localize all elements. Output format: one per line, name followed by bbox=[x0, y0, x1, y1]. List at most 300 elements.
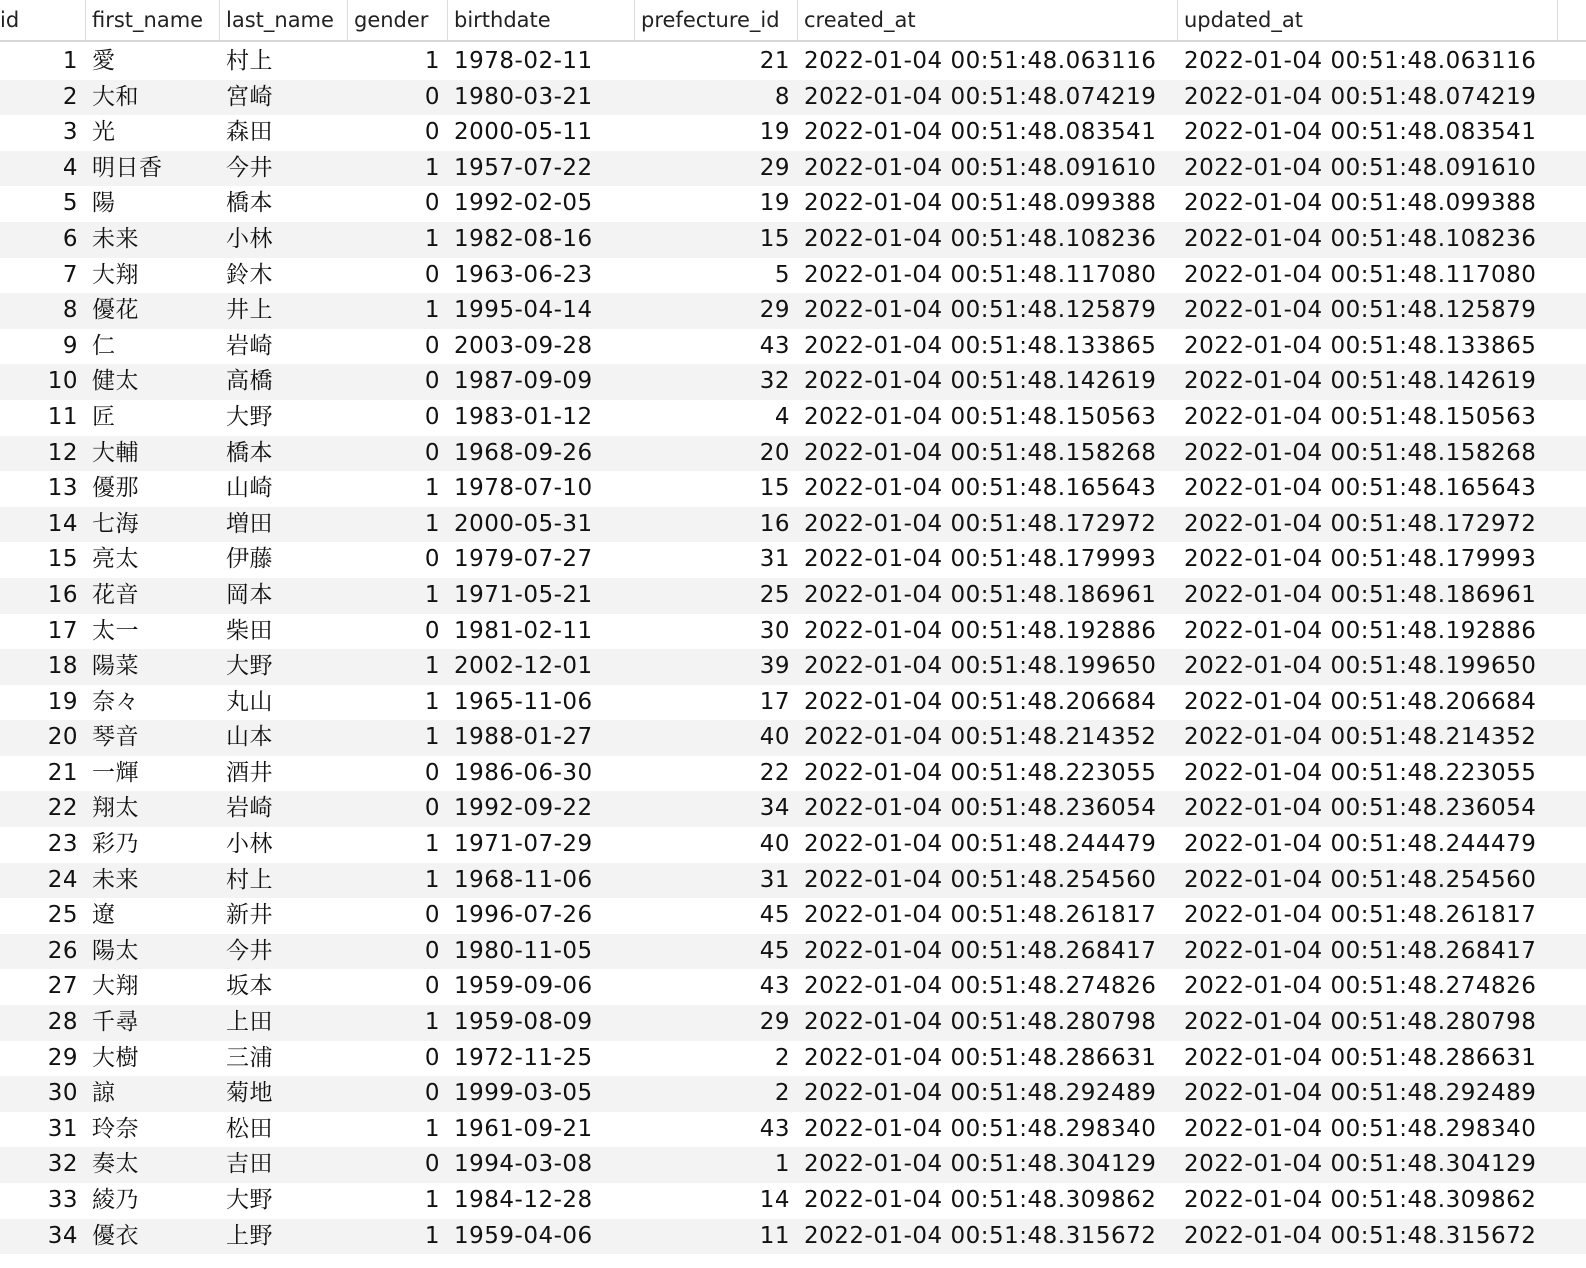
cell-id[interactable]: 17 bbox=[47, 617, 78, 644]
cell-id[interactable]: 20 bbox=[47, 724, 78, 751]
cell-id[interactable]: 30 bbox=[47, 1080, 78, 1107]
cell-id[interactable]: 14 bbox=[47, 510, 78, 537]
cell-updated-at[interactable]: 2022-01-04 00:51:48.083541 bbox=[1184, 119, 1537, 146]
cell-gender[interactable]: 0 bbox=[424, 261, 440, 288]
table-row[interactable] bbox=[0, 685, 1586, 721]
cell-created-at[interactable]: 2022-01-04 00:51:48.254560 bbox=[804, 866, 1157, 893]
cell-birthdate[interactable]: 1988-01-27 bbox=[454, 724, 593, 751]
table-row[interactable] bbox=[0, 115, 1586, 151]
cell-id[interactable]: 4 bbox=[62, 154, 78, 181]
cell-prefecture-id[interactable]: 39 bbox=[759, 653, 790, 680]
cell-updated-at[interactable]: 2022-01-04 00:51:48.125879 bbox=[1184, 297, 1537, 324]
cell-prefecture-id[interactable]: 11 bbox=[759, 1222, 790, 1249]
cell-prefecture-id[interactable]: 16 bbox=[759, 510, 790, 537]
cell-prefecture-id[interactable]: 14 bbox=[759, 1187, 790, 1213]
cell-last-name[interactable]: 宮崎 bbox=[226, 83, 273, 110]
cell-prefecture-id[interactable]: 43 bbox=[759, 332, 790, 359]
cell-prefecture-id[interactable]: 17 bbox=[759, 688, 790, 715]
cell-birthdate[interactable]: 1995-04-14 bbox=[454, 297, 593, 324]
cell-created-at[interactable]: 2022-01-04 00:51:48.223055 bbox=[804, 759, 1157, 786]
cell-prefecture-id[interactable]: 29 bbox=[759, 1009, 790, 1036]
cell-first-name[interactable]: 一輝 bbox=[92, 759, 139, 786]
cell-last-name[interactable]: 橋本 bbox=[226, 190, 273, 217]
cell-birthdate[interactable]: 1994-03-08 bbox=[454, 1151, 593, 1178]
column-header-created-at[interactable]: created_at bbox=[798, 0, 1178, 40]
cell-gender[interactable]: 1 bbox=[424, 1222, 440, 1249]
cell-prefecture-id[interactable]: 2 bbox=[774, 1080, 790, 1107]
cell-created-at[interactable]: 2022-01-04 00:51:48.304129 bbox=[804, 1151, 1157, 1178]
cell-birthdate[interactable]: 2002-12-01 bbox=[454, 653, 593, 680]
cell-id[interactable]: 28 bbox=[47, 1009, 78, 1036]
column-header-updated-at[interactable]: updated_at bbox=[1178, 0, 1558, 40]
cell-last-name[interactable]: 小林 bbox=[226, 831, 273, 858]
cell-birthdate[interactable]: 1959-08-09 bbox=[454, 1009, 593, 1036]
cell-last-name[interactable]: 村上 bbox=[226, 48, 273, 74]
cell-id[interactable]: 26 bbox=[47, 937, 78, 964]
cell-birthdate[interactable]: 1957-07-22 bbox=[454, 154, 593, 181]
table-row[interactable] bbox=[0, 1112, 1586, 1148]
cell-first-name[interactable]: 奏太 bbox=[92, 1151, 139, 1178]
cell-updated-at[interactable]: 2022-01-04 00:51:48.063116 bbox=[1184, 48, 1537, 74]
cell-birthdate[interactable]: 1999-03-05 bbox=[454, 1080, 593, 1107]
cell-birthdate[interactable]: 1968-09-26 bbox=[454, 439, 593, 466]
cell-created-at[interactable]: 2022-01-04 00:51:48.236054 bbox=[804, 795, 1157, 822]
cell-updated-at[interactable]: 2022-01-04 00:51:48.274826 bbox=[1184, 973, 1537, 1000]
table-row[interactable] bbox=[0, 542, 1586, 578]
cell-first-name[interactable]: 遼 bbox=[92, 902, 116, 929]
cell-last-name[interactable]: 岡本 bbox=[226, 581, 273, 608]
table-row[interactable] bbox=[0, 1147, 1586, 1183]
cell-birthdate[interactable]: 1971-05-21 bbox=[454, 581, 593, 608]
cell-prefecture-id[interactable]: 21 bbox=[759, 48, 790, 74]
cell-prefecture-id[interactable]: 43 bbox=[759, 1115, 790, 1142]
cell-first-name[interactable]: 諒 bbox=[92, 1080, 116, 1107]
cell-first-name[interactable]: 明日香 bbox=[92, 154, 163, 181]
cell-gender[interactable]: 1 bbox=[424, 653, 440, 680]
cell-last-name[interactable]: 山本 bbox=[226, 724, 273, 751]
cell-updated-at[interactable]: 2022-01-04 00:51:48.179993 bbox=[1184, 546, 1537, 573]
cell-updated-at[interactable]: 2022-01-04 00:51:48.199650 bbox=[1184, 653, 1537, 680]
cell-prefecture-id[interactable]: 20 bbox=[759, 439, 790, 466]
cell-first-name[interactable]: 優衣 bbox=[92, 1222, 139, 1249]
cell-first-name[interactable]: 奈々 bbox=[92, 688, 139, 715]
cell-first-name[interactable]: 愛 bbox=[92, 48, 116, 74]
cell-last-name[interactable]: 吉田 bbox=[226, 1151, 273, 1178]
cell-id[interactable]: 23 bbox=[47, 831, 78, 858]
cell-first-name[interactable]: 琴音 bbox=[92, 724, 139, 751]
cell-first-name[interactable]: 陽 bbox=[92, 190, 116, 217]
table-row[interactable] bbox=[0, 1076, 1586, 1112]
cell-created-at[interactable]: 2022-01-04 00:51:48.244479 bbox=[804, 831, 1157, 858]
cell-first-name[interactable]: 未来 bbox=[92, 866, 139, 893]
table-row[interactable] bbox=[0, 863, 1586, 899]
cell-updated-at[interactable]: 2022-01-04 00:51:48.165643 bbox=[1184, 475, 1537, 502]
cell-prefecture-id[interactable]: 2 bbox=[774, 1044, 790, 1071]
table-row[interactable] bbox=[0, 186, 1586, 222]
cell-updated-at[interactable]: 2022-01-04 00:51:48.206684 bbox=[1184, 688, 1537, 715]
cell-updated-at[interactable]: 2022-01-04 00:51:48.254560 bbox=[1184, 866, 1537, 893]
cell-gender[interactable]: 1 bbox=[424, 688, 440, 715]
cell-gender[interactable]: 0 bbox=[424, 973, 440, 1000]
cell-last-name[interactable]: 柴田 bbox=[226, 617, 273, 644]
table-row[interactable] bbox=[0, 756, 1586, 792]
cell-gender[interactable]: 1 bbox=[424, 475, 440, 502]
table-row[interactable] bbox=[0, 827, 1586, 863]
cell-created-at[interactable]: 2022-01-04 00:51:48.150563 bbox=[804, 403, 1157, 430]
table-row[interactable] bbox=[0, 1041, 1586, 1077]
cell-first-name[interactable]: 大樹 bbox=[92, 1044, 139, 1071]
cell-updated-at[interactable]: 2022-01-04 00:51:48.133865 bbox=[1184, 332, 1537, 359]
cell-updated-at[interactable]: 2022-01-04 00:51:48.158268 bbox=[1184, 439, 1537, 466]
cell-prefecture-id[interactable]: 40 bbox=[759, 724, 790, 751]
cell-updated-at[interactable]: 2022-01-04 00:51:48.292489 bbox=[1184, 1080, 1537, 1107]
cell-gender[interactable]: 0 bbox=[424, 546, 440, 573]
cell-id[interactable]: 24 bbox=[47, 866, 78, 893]
cell-prefecture-id[interactable]: 4 bbox=[774, 403, 790, 430]
cell-id[interactable]: 12 bbox=[47, 439, 78, 466]
cell-birthdate[interactable]: 1984-12-28 bbox=[454, 1187, 593, 1213]
cell-updated-at[interactable]: 2022-01-04 00:51:48.192886 bbox=[1184, 617, 1537, 644]
cell-first-name[interactable]: 花音 bbox=[92, 581, 139, 608]
cell-updated-at[interactable]: 2022-01-04 00:51:48.142619 bbox=[1184, 368, 1537, 395]
cell-created-at[interactable]: 2022-01-04 00:51:48.165643 bbox=[804, 475, 1157, 502]
cell-first-name[interactable]: 大翔 bbox=[92, 261, 139, 288]
cell-last-name[interactable]: 山崎 bbox=[226, 475, 273, 502]
cell-gender[interactable]: 1 bbox=[424, 581, 440, 608]
cell-updated-at[interactable]: 2022-01-04 00:51:48.108236 bbox=[1184, 225, 1537, 252]
cell-gender[interactable]: 1 bbox=[424, 831, 440, 858]
cell-first-name[interactable]: 翔太 bbox=[92, 795, 139, 822]
cell-gender[interactable]: 1 bbox=[424, 866, 440, 893]
cell-birthdate[interactable]: 1983-01-12 bbox=[454, 403, 593, 430]
cell-created-at[interactable]: 2022-01-04 00:51:48.117080 bbox=[804, 261, 1157, 288]
cell-last-name[interactable]: 今井 bbox=[226, 937, 273, 964]
cell-prefecture-id[interactable]: 29 bbox=[759, 154, 790, 181]
cell-id[interactable]: 6 bbox=[62, 225, 78, 252]
cell-gender[interactable]: 0 bbox=[424, 1044, 440, 1071]
cell-id[interactable]: 21 bbox=[47, 759, 78, 786]
cell-created-at[interactable]: 2022-01-04 00:51:48.083541 bbox=[804, 119, 1157, 146]
cell-last-name[interactable]: 橋本 bbox=[226, 439, 273, 466]
table-row[interactable] bbox=[0, 1005, 1586, 1041]
cell-updated-at[interactable]: 2022-01-04 00:51:48.268417 bbox=[1184, 937, 1537, 964]
table-row[interactable] bbox=[0, 898, 1586, 934]
cell-birthdate[interactable]: 1961-09-21 bbox=[454, 1115, 593, 1142]
cell-last-name[interactable]: 井上 bbox=[226, 297, 273, 324]
cell-last-name[interactable]: 大野 bbox=[226, 1187, 273, 1213]
cell-created-at[interactable]: 2022-01-04 00:51:48.074219 bbox=[804, 83, 1157, 110]
cell-updated-at[interactable]: 2022-01-04 00:51:48.309862 bbox=[1184, 1187, 1537, 1213]
cell-updated-at[interactable]: 2022-01-04 00:51:48.236054 bbox=[1184, 795, 1537, 822]
cell-last-name[interactable]: 松田 bbox=[226, 1115, 273, 1142]
cell-first-name[interactable]: 陽太 bbox=[92, 937, 139, 964]
cell-id[interactable]: 33 bbox=[47, 1187, 78, 1213]
cell-id[interactable]: 1 bbox=[62, 48, 78, 74]
cell-id[interactable]: 7 bbox=[62, 261, 78, 288]
cell-birthdate[interactable]: 1978-02-11 bbox=[454, 48, 593, 74]
cell-birthdate[interactable]: 1981-02-11 bbox=[454, 617, 593, 644]
cell-created-at[interactable]: 2022-01-04 00:51:48.158268 bbox=[804, 439, 1157, 466]
cell-prefecture-id[interactable]: 8 bbox=[774, 83, 790, 110]
cell-prefecture-id[interactable]: 43 bbox=[759, 973, 790, 1000]
cell-birthdate[interactable]: 1982-08-16 bbox=[454, 225, 593, 252]
cell-first-name[interactable]: 優那 bbox=[92, 475, 139, 502]
cell-id[interactable]: 13 bbox=[47, 475, 78, 502]
cell-updated-at[interactable]: 2022-01-04 00:51:48.117080 bbox=[1184, 261, 1537, 288]
column-header-first-name[interactable]: first_name bbox=[86, 0, 220, 40]
cell-last-name[interactable]: 森田 bbox=[226, 119, 273, 146]
cell-updated-at[interactable]: 2022-01-04 00:51:48.091610 bbox=[1184, 154, 1537, 181]
cell-created-at[interactable]: 2022-01-04 00:51:48.108236 bbox=[804, 225, 1157, 252]
cell-last-name[interactable]: 村上 bbox=[226, 866, 273, 893]
cell-last-name[interactable]: 今井 bbox=[226, 154, 273, 181]
cell-updated-at[interactable]: 2022-01-04 00:51:48.214352 bbox=[1184, 724, 1537, 751]
cell-prefecture-id[interactable]: 25 bbox=[759, 581, 790, 608]
cell-id[interactable]: 15 bbox=[47, 546, 78, 573]
cell-birthdate[interactable]: 1978-07-10 bbox=[454, 475, 593, 502]
cell-last-name[interactable]: 高橋 bbox=[226, 368, 273, 395]
cell-first-name[interactable]: 健太 bbox=[92, 368, 139, 395]
cell-first-name[interactable]: 太一 bbox=[92, 617, 139, 644]
cell-id[interactable]: 3 bbox=[62, 119, 78, 146]
cell-id[interactable]: 8 bbox=[62, 297, 78, 324]
cell-first-name[interactable]: 匠 bbox=[92, 403, 116, 430]
cell-last-name[interactable]: 丸山 bbox=[226, 688, 273, 715]
column-header-birthdate[interactable]: birthdate bbox=[448, 0, 635, 40]
table-row[interactable] bbox=[0, 578, 1586, 614]
cell-updated-at[interactable]: 2022-01-04 00:51:48.244479 bbox=[1184, 831, 1537, 858]
cell-birthdate[interactable]: 1992-09-22 bbox=[454, 795, 593, 822]
cell-updated-at[interactable]: 2022-01-04 00:51:48.298340 bbox=[1184, 1115, 1537, 1142]
cell-first-name[interactable]: 光 bbox=[92, 119, 116, 146]
table-row[interactable] bbox=[0, 293, 1586, 329]
cell-last-name[interactable]: 菊地 bbox=[226, 1080, 273, 1107]
cell-prefecture-id[interactable]: 40 bbox=[759, 831, 790, 858]
table-row[interactable] bbox=[0, 364, 1586, 400]
table-row[interactable] bbox=[0, 436, 1586, 472]
cell-id[interactable]: 29 bbox=[47, 1044, 78, 1071]
table-row[interactable] bbox=[0, 649, 1586, 685]
cell-created-at[interactable]: 2022-01-04 00:51:48.261817 bbox=[804, 902, 1157, 929]
cell-gender[interactable]: 0 bbox=[424, 1151, 440, 1178]
cell-birthdate[interactable]: 1979-07-27 bbox=[454, 546, 593, 573]
cell-prefecture-id[interactable]: 45 bbox=[759, 937, 790, 964]
cell-first-name[interactable]: 大翔 bbox=[92, 973, 139, 1000]
cell-gender[interactable]: 1 bbox=[424, 510, 440, 537]
cell-gender[interactable]: 0 bbox=[424, 617, 440, 644]
cell-first-name[interactable]: 未来 bbox=[92, 225, 139, 252]
cell-created-at[interactable]: 2022-01-04 00:51:48.125879 bbox=[804, 297, 1157, 324]
cell-first-name[interactable]: 彩乃 bbox=[92, 831, 139, 858]
cell-gender[interactable]: 0 bbox=[424, 368, 440, 395]
cell-prefecture-id[interactable]: 22 bbox=[759, 759, 790, 786]
cell-birthdate[interactable]: 1986-06-30 bbox=[454, 759, 593, 786]
cell-first-name[interactable]: 七海 bbox=[92, 510, 139, 537]
cell-created-at[interactable]: 2022-01-04 00:51:48.268417 bbox=[804, 937, 1157, 964]
cell-birthdate[interactable]: 1959-09-06 bbox=[454, 973, 593, 1000]
cell-last-name[interactable]: 三浦 bbox=[226, 1044, 273, 1071]
cell-created-at[interactable]: 2022-01-04 00:51:48.280798 bbox=[804, 1009, 1157, 1036]
cell-last-name[interactable]: 新井 bbox=[226, 902, 273, 929]
cell-gender[interactable]: 0 bbox=[424, 1080, 440, 1107]
cell-first-name[interactable]: 大和 bbox=[92, 83, 139, 110]
cell-first-name[interactable]: 陽菜 bbox=[92, 653, 139, 680]
cell-first-name[interactable]: 綾乃 bbox=[92, 1187, 139, 1213]
cell-birthdate[interactable]: 1968-11-06 bbox=[454, 866, 593, 893]
cell-gender[interactable]: 0 bbox=[424, 83, 440, 110]
cell-created-at[interactable]: 2022-01-04 00:51:48.142619 bbox=[804, 368, 1157, 395]
cell-gender[interactable]: 1 bbox=[424, 724, 440, 751]
cell-last-name[interactable]: 大野 bbox=[226, 403, 273, 430]
cell-birthdate[interactable]: 2000-05-11 bbox=[454, 119, 593, 146]
cell-id[interactable]: 2 bbox=[62, 83, 78, 110]
cell-birthdate[interactable]: 1963-06-23 bbox=[454, 261, 593, 288]
cell-created-at[interactable]: 2022-01-04 00:51:48.099388 bbox=[804, 190, 1157, 217]
cell-created-at[interactable]: 2022-01-04 00:51:48.091610 bbox=[804, 154, 1157, 181]
cell-created-at[interactable]: 2022-01-04 00:51:48.309862 bbox=[804, 1187, 1157, 1213]
table-row[interactable] bbox=[0, 507, 1586, 543]
cell-id[interactable]: 9 bbox=[62, 332, 78, 359]
cell-prefecture-id[interactable]: 19 bbox=[759, 119, 790, 146]
cell-last-name[interactable]: 伊藤 bbox=[226, 546, 273, 573]
table-row[interactable] bbox=[0, 791, 1586, 827]
cell-gender[interactable]: 1 bbox=[424, 297, 440, 324]
cell-birthdate[interactable]: 2003-09-28 bbox=[454, 332, 593, 359]
cell-updated-at[interactable]: 2022-01-04 00:51:48.099388 bbox=[1184, 190, 1537, 217]
cell-birthdate[interactable]: 1980-03-21 bbox=[454, 83, 593, 110]
cell-last-name[interactable]: 増田 bbox=[226, 510, 273, 537]
cell-prefecture-id[interactable]: 45 bbox=[759, 902, 790, 929]
cell-created-at[interactable]: 2022-01-04 00:51:48.214352 bbox=[804, 724, 1157, 751]
cell-birthdate[interactable]: 2000-05-31 bbox=[454, 510, 593, 537]
cell-last-name[interactable]: 酒井 bbox=[226, 759, 273, 786]
cell-id[interactable]: 16 bbox=[47, 581, 78, 608]
cell-birthdate[interactable]: 1987-09-09 bbox=[454, 368, 593, 395]
cell-gender[interactable]: 0 bbox=[424, 403, 440, 430]
cell-created-at[interactable]: 2022-01-04 00:51:48.274826 bbox=[804, 973, 1157, 1000]
cell-created-at[interactable]: 2022-01-04 00:51:48.206684 bbox=[804, 688, 1157, 715]
table-row[interactable] bbox=[0, 471, 1586, 507]
column-header-gender[interactable]: gender bbox=[348, 0, 448, 40]
cell-prefecture-id[interactable]: 15 bbox=[759, 475, 790, 502]
cell-prefecture-id[interactable]: 29 bbox=[759, 297, 790, 324]
cell-updated-at[interactable]: 2022-01-04 00:51:48.261817 bbox=[1184, 902, 1537, 929]
cell-created-at[interactable]: 2022-01-04 00:51:48.315672 bbox=[804, 1222, 1157, 1249]
cell-last-name[interactable]: 大野 bbox=[226, 653, 273, 680]
table-row[interactable] bbox=[0, 329, 1586, 365]
cell-id[interactable]: 11 bbox=[47, 403, 78, 430]
cell-updated-at[interactable]: 2022-01-04 00:51:48.223055 bbox=[1184, 759, 1537, 786]
cell-updated-at[interactable]: 2022-01-04 00:51:48.172972 bbox=[1184, 510, 1537, 537]
cell-created-at[interactable]: 2022-01-04 00:51:48.286631 bbox=[804, 1044, 1157, 1071]
cell-birthdate[interactable]: 1980-11-05 bbox=[454, 937, 593, 964]
cell-birthdate[interactable]: 1971-07-29 bbox=[454, 831, 593, 858]
table-row[interactable] bbox=[0, 969, 1586, 1005]
cell-prefecture-id[interactable]: 31 bbox=[759, 546, 790, 573]
table-row[interactable] bbox=[0, 720, 1586, 756]
cell-updated-at[interactable]: 2022-01-04 00:51:48.315672 bbox=[1184, 1222, 1537, 1249]
cell-prefecture-id[interactable]: 31 bbox=[759, 866, 790, 893]
cell-created-at[interactable]: 2022-01-04 00:51:48.133865 bbox=[804, 332, 1157, 359]
cell-created-at[interactable]: 2022-01-04 00:51:48.172972 bbox=[804, 510, 1157, 537]
cell-id[interactable]: 32 bbox=[47, 1151, 78, 1178]
cell-id[interactable]: 5 bbox=[62, 190, 78, 217]
table-row[interactable] bbox=[0, 934, 1586, 970]
cell-created-at[interactable]: 2022-01-04 00:51:48.292489 bbox=[804, 1080, 1157, 1107]
cell-id[interactable]: 22 bbox=[47, 795, 78, 822]
cell-id[interactable]: 18 bbox=[47, 653, 78, 680]
table-row[interactable] bbox=[0, 1219, 1586, 1255]
cell-updated-at[interactable]: 2022-01-04 00:51:48.074219 bbox=[1184, 83, 1537, 110]
cell-created-at[interactable]: 2022-01-04 00:51:48.199650 bbox=[804, 653, 1157, 680]
cell-last-name[interactable]: 上田 bbox=[226, 1009, 273, 1036]
cell-updated-at[interactable]: 2022-01-04 00:51:48.150563 bbox=[1184, 403, 1537, 430]
cell-prefecture-id[interactable]: 34 bbox=[759, 795, 790, 822]
cell-birthdate[interactable]: 1959-04-06 bbox=[454, 1222, 593, 1249]
cell-gender[interactable]: 0 bbox=[424, 439, 440, 466]
cell-gender[interactable]: 1 bbox=[424, 225, 440, 252]
cell-created-at[interactable]: 2022-01-04 00:51:48.298340 bbox=[804, 1115, 1157, 1142]
table-row[interactable] bbox=[0, 222, 1586, 258]
table-row[interactable] bbox=[0, 80, 1586, 116]
cell-prefecture-id[interactable]: 19 bbox=[759, 190, 790, 217]
cell-birthdate[interactable]: 1996-07-26 bbox=[454, 902, 593, 929]
cell-id[interactable]: 31 bbox=[47, 1115, 78, 1142]
cell-gender[interactable]: 0 bbox=[424, 795, 440, 822]
cell-last-name[interactable]: 坂本 bbox=[226, 973, 273, 1000]
cell-id[interactable]: 25 bbox=[47, 902, 78, 929]
cell-birthdate[interactable]: 1972-11-25 bbox=[454, 1044, 593, 1071]
table-row[interactable] bbox=[0, 258, 1586, 294]
cell-first-name[interactable]: 玲奈 bbox=[92, 1115, 139, 1142]
cell-birthdate[interactable]: 1965-11-06 bbox=[454, 688, 593, 715]
cell-last-name[interactable]: 鈴木 bbox=[226, 261, 273, 288]
cell-gender[interactable]: 1 bbox=[424, 1009, 440, 1036]
cell-id[interactable]: 10 bbox=[47, 368, 78, 395]
table-row[interactable] bbox=[0, 400, 1586, 436]
column-header-last-name[interactable]: last_name bbox=[220, 0, 348, 40]
cell-id[interactable]: 27 bbox=[47, 973, 78, 1000]
cell-prefecture-id[interactable]: 1 bbox=[774, 1151, 790, 1178]
cell-created-at[interactable]: 2022-01-04 00:51:48.179993 bbox=[804, 546, 1157, 573]
cell-birthdate[interactable]: 1992-02-05 bbox=[454, 190, 593, 217]
cell-first-name[interactable]: 大輔 bbox=[92, 439, 139, 466]
cell-first-name[interactable]: 優花 bbox=[92, 297, 139, 324]
column-header-prefecture-id[interactable]: prefecture_id bbox=[635, 0, 798, 40]
cell-last-name[interactable]: 岩崎 bbox=[226, 332, 273, 359]
cell-gender[interactable]: 0 bbox=[424, 759, 440, 786]
table-row[interactable] bbox=[0, 614, 1586, 650]
cell-prefecture-id[interactable]: 30 bbox=[759, 617, 790, 644]
cell-id[interactable]: 19 bbox=[47, 688, 78, 715]
cell-gender[interactable]: 0 bbox=[424, 937, 440, 964]
cell-created-at[interactable]: 2022-01-04 00:51:48.063116 bbox=[804, 48, 1157, 74]
cell-first-name[interactable]: 仁 bbox=[92, 332, 116, 359]
cell-prefecture-id[interactable]: 32 bbox=[759, 368, 790, 395]
column-header-id[interactable]: id bbox=[0, 0, 86, 40]
cell-gender[interactable]: 0 bbox=[424, 332, 440, 359]
cell-updated-at[interactable]: 2022-01-04 00:51:48.186961 bbox=[1184, 581, 1537, 608]
cell-last-name[interactable]: 岩崎 bbox=[226, 795, 273, 822]
cell-gender[interactable]: 0 bbox=[424, 190, 440, 217]
cell-id[interactable]: 34 bbox=[47, 1222, 78, 1249]
cell-updated-at[interactable]: 2022-01-04 00:51:48.280798 bbox=[1184, 1009, 1537, 1036]
cell-gender[interactable]: 0 bbox=[424, 119, 440, 146]
cell-gender[interactable]: 1 bbox=[424, 1187, 440, 1213]
cell-prefecture-id[interactable]: 15 bbox=[759, 225, 790, 252]
cell-first-name[interactable]: 亮太 bbox=[92, 546, 139, 573]
table-row[interactable] bbox=[0, 1183, 1586, 1219]
